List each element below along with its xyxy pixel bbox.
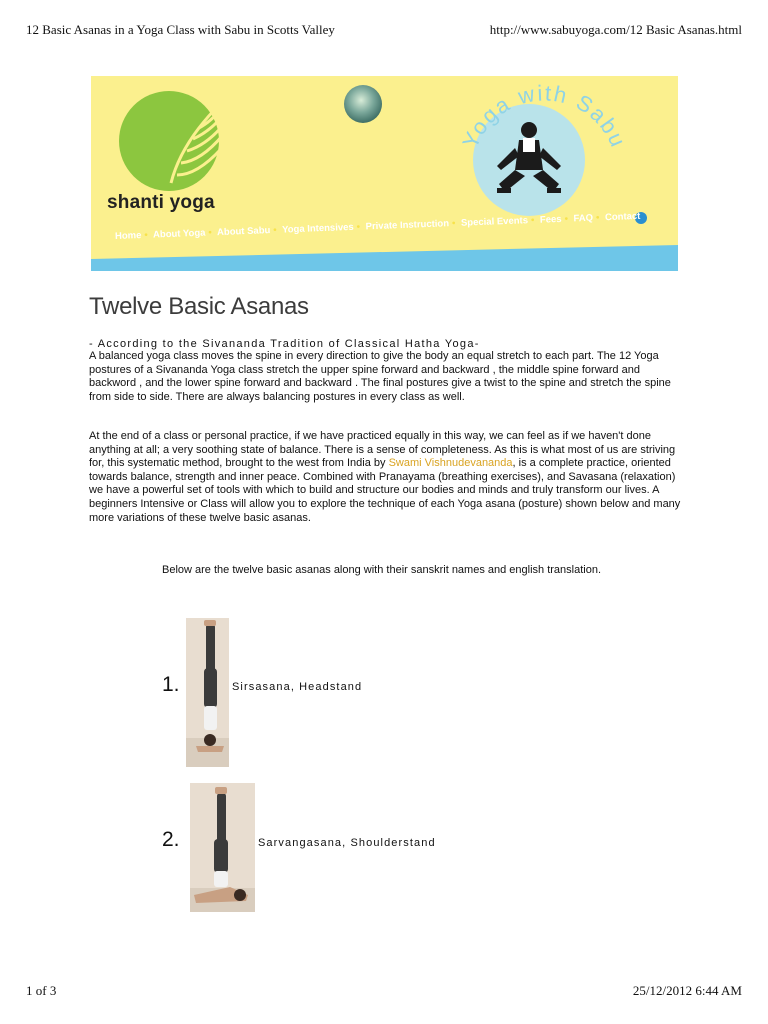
asana-name-2: Sarvangasana, Shoulderstand: [258, 837, 436, 849]
arc-text: Yoga with Sabu: [457, 80, 632, 152]
site-banner: [91, 76, 678, 271]
yoga-with-sabu-arc: [456, 80, 636, 220]
sphere-icon: [342, 83, 384, 125]
asana-name-1: Sirsasana, Headstand: [232, 681, 363, 693]
nav-about-sabu[interactable]: About Sabu: [216, 225, 271, 239]
tradition-subtitle: - According to the Sivananda Tradition of Classical Hatha Yoga-: [89, 338, 480, 350]
print-header-title: 12 Basic Asanas in a Yoga Class with Sabu in Scotts Valley: [26, 22, 335, 37]
nav-home[interactable]: Home: [114, 230, 142, 243]
headstand-photo: [186, 618, 229, 767]
swami-link[interactable]: Swami Vishnudevananda: [388, 457, 513, 470]
nav-about-yoga[interactable]: About Yoga: [152, 227, 206, 241]
nav-private-instruction[interactable]: Private Instruction: [365, 218, 450, 233]
asana-number-2: 2.: [162, 828, 180, 851]
practice-paragraph: [89, 430, 689, 525]
leaf-logo-icon: [111, 83, 241, 193]
print-header-url: http://www.sabuyoga.com/12 Basic Asanas.html: [489, 22, 742, 37]
shoulderstand-photo: [190, 783, 255, 912]
practice-text-b: , is a complete practice, oriented towards balance, strength and inner peace. Combined with Pranayama (breathing exercises), and Savasana (relaxation) we have a powerful set of tools with which to build and structure our bodies and minds and truly transform our lives. A beginners Intensive or Class will allow you to explore the technique of each Yoga asana (posture) shown below and many more variations of these twelve basic asanas.: [89, 457, 681, 524]
svg-text:Yoga with Sabu: [457, 80, 631, 152]
nav-links: Home • About Yoga • About Sabu • Yoga Intensives • Private Instruction • Special Events • Fees • FAQ • Contact: [114, 210, 641, 243]
print-footer-page: 1 of 3: [26, 983, 57, 998]
nav-special-events[interactable]: Special Events: [460, 215, 529, 229]
brand-name: shanti yoga: [107, 192, 215, 213]
page-title: Twelve Basic Asanas: [89, 293, 309, 320]
intro-paragraph: A balanced yoga class moves the spine in every direction to give the body an equal stretch to each part. The 12 Yoga postures of a Sivananda Yoga class stretch the upper spine forward and backward , the middle spine forward and backword , and the lower spine forward and backward . The final postures give a twist to the spine and stretch the spine from side to side. There are always balancing postures in every class as well.: [89, 350, 671, 403]
practice-text-a: At the end of a class or personal practice, if we have practiced equally in this way, we can feel as if we haven't done anything at all; a very soothing state of balance. There is a sense of completeness. As this is what most of us are striving for, this systematic method, brought to the west from India by: [89, 430, 676, 470]
asanas-intro: Below are the twelve basic asanas along with their sanskrit names and english translation.: [162, 564, 602, 576]
nav-fees[interactable]: Fees: [539, 213, 562, 226]
asana-number-1: 1.: [162, 673, 180, 696]
print-footer-datetime: 25/12/2012 6:44 AM: [632, 983, 742, 998]
nav-yoga-intensives[interactable]: Yoga Intensives: [281, 221, 354, 236]
nav-faq[interactable]: FAQ: [573, 212, 594, 225]
nav-contact[interactable]: Contact: [604, 210, 641, 224]
